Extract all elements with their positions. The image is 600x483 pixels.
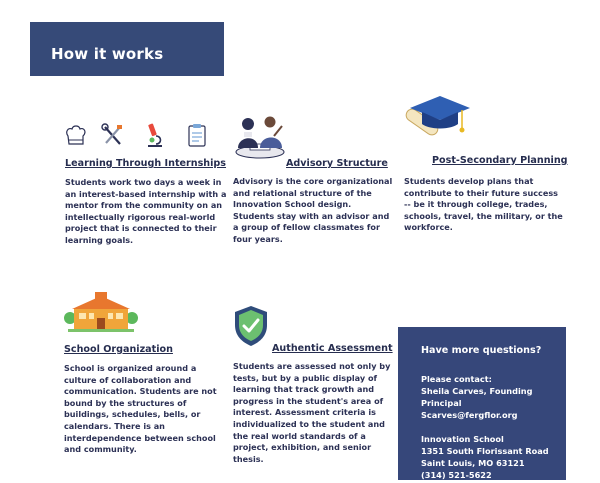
shield-check-icon <box>233 305 269 347</box>
post-secondary-body: Students develop plans that contribute to their future success -- be it through college, trades, schools, travel, the military, or the workforce. <box>404 176 563 233</box>
internship-icons <box>64 122 214 152</box>
advisory-heading: Advisory Structure <box>286 158 388 169</box>
school-name: Innovation School <box>421 434 504 444</box>
contact-email[interactable]: Scarves@fergflor.org <box>421 410 518 420</box>
organization-body: School is organized around a culture of collaboration and communication. Students are not bound by the structures of buildings, schedules, bells, or calendars. There is an interdependence between school and community. <box>64 363 217 455</box>
clipboard-icon <box>189 124 205 146</box>
internships-body: Students work two days a week in an interest-based internship with a mentor from the community on an intellectually rigorous real-world project that is connected to their learning goals. <box>65 177 227 245</box>
advisory-body: Advisory is the core organizational and relational structure of the Innovation School design. Students stay with an advisor and a group of fellow classmates for four years. <box>233 176 393 244</box>
graduation-cap-diploma-icon <box>400 94 474 150</box>
contact-box <box>398 327 566 480</box>
school-building-icon <box>64 292 138 334</box>
contact-name: Sheila Carves, Founding <box>421 386 533 396</box>
header-banner <box>30 22 224 76</box>
students-working-icon <box>230 108 290 164</box>
microscope-icon <box>148 123 162 146</box>
contact-details <box>421 373 549 481</box>
assessment-body: Students are assessed not only by tests, but by a public display of learning that track growth and progress in the student's area of interest. Assessment criteria is individualized to the student and the real world standards of a project, exhibition, and senior thesis. <box>233 361 391 464</box>
school-street: 1351 South Florissant Road <box>421 446 549 456</box>
school-city: Saint Louis, MO 63121 <box>421 458 525 468</box>
tools-icon <box>102 124 122 144</box>
contact-title: Principal <box>421 398 462 408</box>
chef-hat-icon <box>67 126 85 144</box>
contact-question: Have more questions? <box>421 345 542 356</box>
page-title: How it works <box>51 45 164 63</box>
post-secondary-heading: Post-Secondary Planning <box>432 155 568 166</box>
internships-heading: Learning Through Internships <box>65 158 227 169</box>
organization-heading: School Organization <box>64 344 173 355</box>
school-phone: (314) 521-5622 <box>421 470 492 480</box>
assessment-heading: Authentic Assessment <box>272 343 393 354</box>
contact-prompt: Please contact: <box>421 374 492 384</box>
